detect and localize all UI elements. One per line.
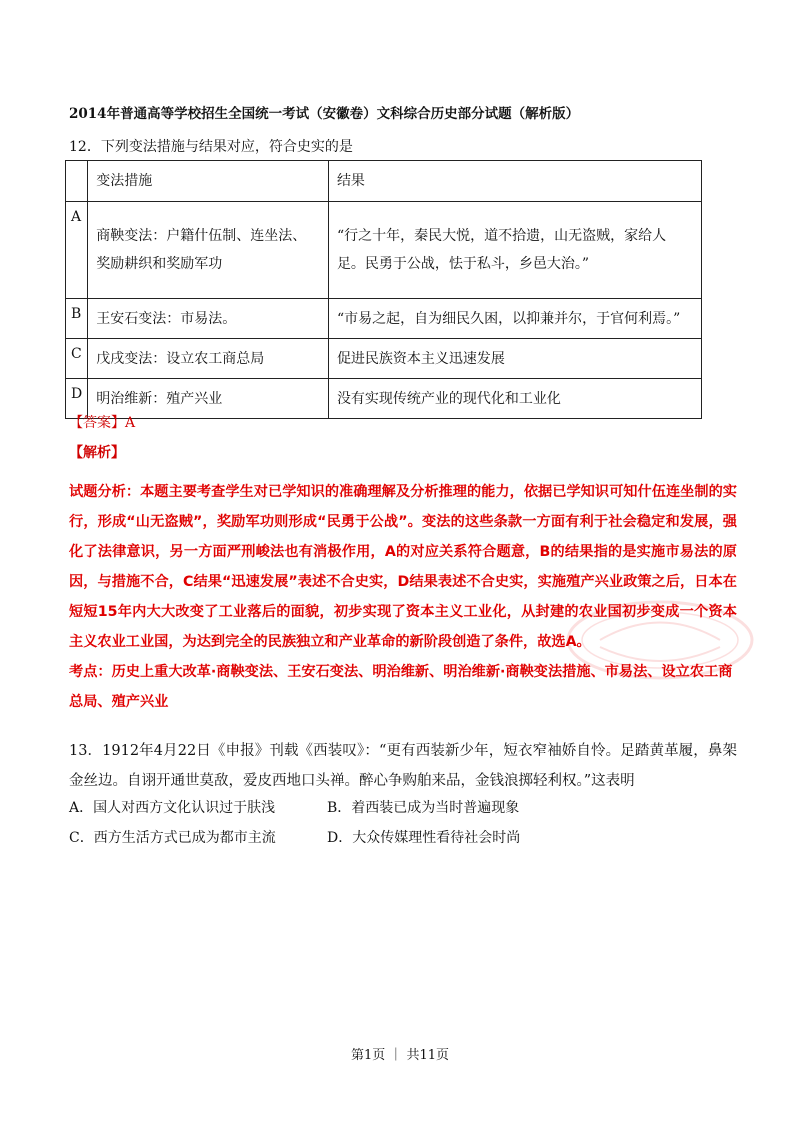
choice-a: A．国人对西方文化认识过于肤浅 [69,800,276,816]
result-cell: “市易之起，自为细民久困，以抑兼并尔，于官何利焉。” [328,299,701,339]
option-label: D [66,379,88,419]
table-row [66,379,702,419]
choice-d: D．大众传媒理性看待社会时尚 [327,830,521,846]
result-cell: 没有实现传统产业的现代化和工业化 [328,379,701,419]
question-13-stem: 13．1912年4月22日《申报》刊载《西装叹》：“更有西装新少年，短衣窄袖娇自怜。足踏黄革履，鼻架金丝边。自诩开通世莫敌，爱皮西地口头禅。醉心争购舶来品，金钱浪掷轻利权。”这表明 [69,743,737,789]
result-cell: 促进民族资本主义迅速发展 [328,339,701,379]
answer-label: 【答案】 [69,415,125,431]
option-label: A [66,202,88,299]
result-cell: “行之十年，秦民大悦，道不拾遗，山无盗贼，家给人足。民勇于公战，怯于私斗，乡邑大治。” [328,202,701,299]
exam-points-text: 考点：历史上重大改革·商鞅变法、王安石变法、明治维新、明治维新·商鞅变法措施、市易法、设立农工商总局、殖产兴业 [69,664,733,710]
measure-cell: 商鞅变法：户籍什伍制、连坐法、奖励耕织和奖励军功 [88,202,329,299]
choice-c: C．西方生活方式已成为都市主流 [69,830,276,846]
choice-row-1 [69,793,520,823]
table-row [66,202,702,299]
table-header-result: 结果 [328,161,701,202]
question-12-stem: 12．下列变法措施与结果对应，符合史实的是 [69,139,353,155]
question-13-choices [69,793,520,853]
analysis-label: 【解析】 [69,445,125,461]
option-label: C [66,339,88,379]
page-footer: 第1页 ｜ 共11页 [350,1048,450,1063]
analysis-text: 试题分析：本题主要考查学生对已学知识的准确理解及分析推理的能力，依据已学知识可知什伍连坐制的实行，形成“山无盗贼”，奖励军功则形成“民勇于公战”。变法的这些条款一方面有利于社会稳定和发展，强化了法律意识，另一方面严刑峻法也有消极作用，A的对应关系符合题意，B的结果指的是实施市易法的原因，与措施不合，C结果“迅速发展”表述不合史实，D结果表述不合史实，实施殖产兴业政策之后，日本在短短15年内大大改变了工业落后的面貌，初步实现了资本主义工业化，从封建的农业国初步变成一个资本主义农业工业国，为达到完全的民族独立和产业革命的新阶段创造了条件，故选A。 [69,484,737,650]
measure-cell: 王安石变法：市易法。 [88,299,329,339]
measure-cell: 明治维新：殖产兴业 [88,379,329,419]
table-row [66,339,702,379]
measure-cell: 戊戌变法：设立农工商总局 [88,339,329,379]
document-title: 2014年普通高等学校招生全国统一考试（安徽卷）文科综合历史部分试题（解析版） [69,106,580,122]
table-header-empty [66,161,88,202]
choice-row-2 [69,823,520,853]
option-label: B [66,299,88,339]
answer-value: A [125,415,136,431]
table-header-measure: 变法措施 [88,161,329,202]
answer-line [69,412,135,432]
choice-b: B．着西装已成为当时普遍现象 [327,800,520,816]
reform-table [65,160,702,419]
table-header-row [66,161,702,202]
table-row [66,299,702,339]
